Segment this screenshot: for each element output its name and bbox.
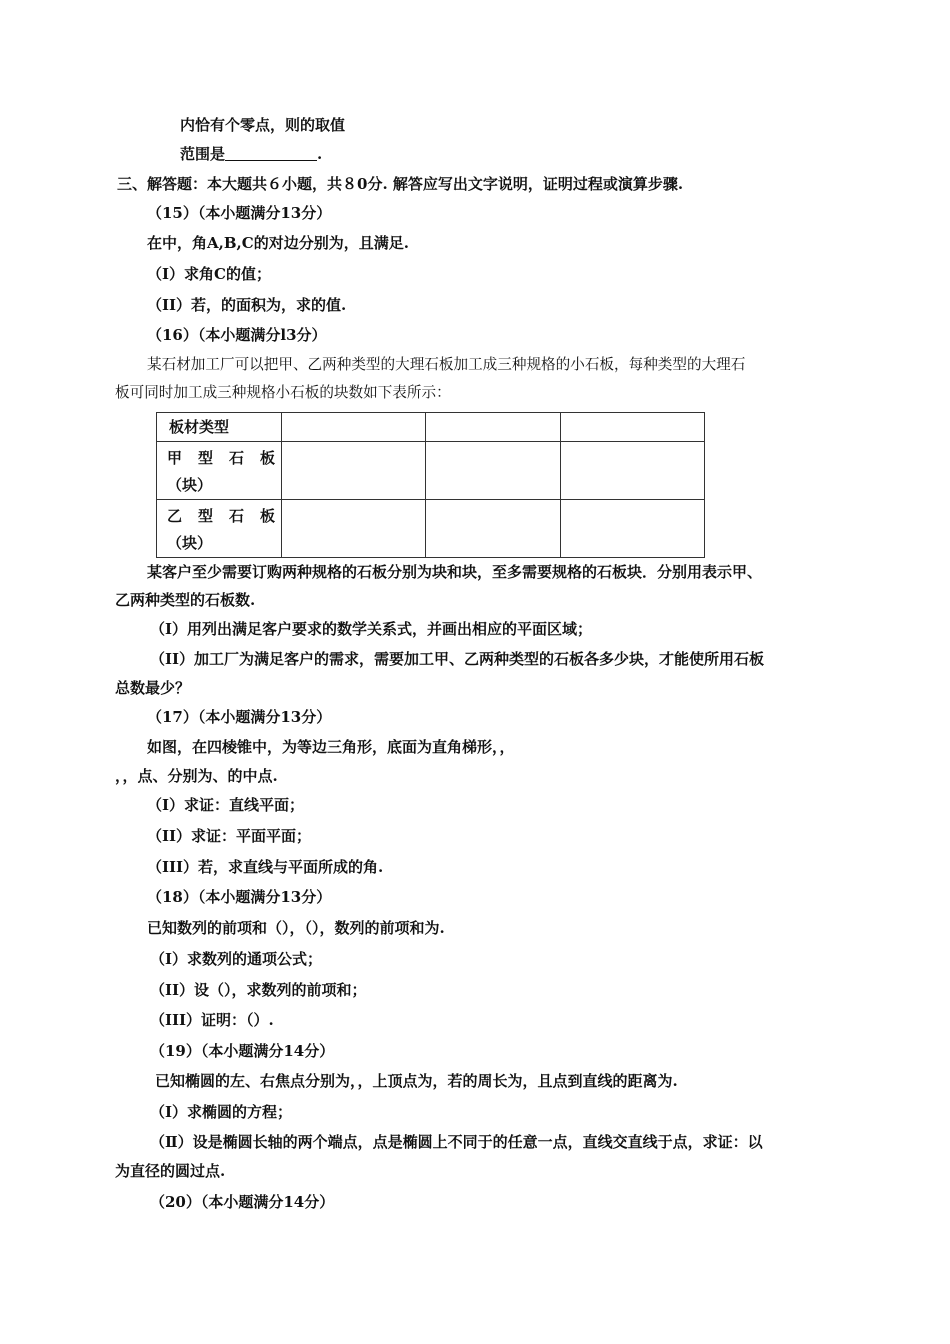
q16-after-line-1: 某客户至少需要订购两种规格的石板分别为块和块，至多需要规格的石板块．分别用表示甲、 [147, 563, 763, 581]
table-cell [561, 442, 705, 500]
q16-part1: （I）用列出满足客户要求的数学关系式，并画出相应的平面区域； [150, 620, 593, 638]
q16-part2-line-1: （II）加工厂为满足客户的需求，需要加工甲、乙两种类型的石板各多少块，才能使所用石板 [150, 650, 765, 668]
row-label-yi: 乙 型 石 板 （块） [157, 500, 282, 558]
q19-part1: （Ⅰ）求椭圆的方程； [150, 1103, 293, 1121]
table-cell [426, 413, 561, 442]
table-cell [561, 500, 705, 558]
table-row [157, 413, 705, 442]
q15-part2: （II）若，的面积为，求的值. [147, 296, 347, 314]
q20-header: （20）（本小题满分14分） [150, 1193, 335, 1211]
intro-line-2-suffix: . [317, 145, 323, 163]
table-cell [561, 413, 705, 442]
q19-stem: 已知椭圆的左、右焦点分别为，，上顶点为，若的周长为，且点到直线的距离为. [155, 1072, 678, 1090]
q16-header: （16）（本小题满分l3分） [147, 326, 327, 344]
q16-intro-line-1: 某石材加工厂可以把甲、乙两种类型的大理石板加工成三种规格的小石板，每种类型的大理石 [147, 356, 746, 373]
intro-line-1: 内恰有个零点，则的取值 [180, 116, 346, 134]
q19-part2-line-1: （Ⅱ）设是椭圆长轴的两个端点，点是椭圆上不同于的任意一点，直线交直线于点，求证：以 [150, 1133, 763, 1151]
q15-stem: 在中，角A,B,C的对边分别为，且满足. [147, 234, 409, 252]
table-row [157, 500, 705, 558]
q18-part1: （I）求数列的通项公式； [150, 950, 323, 968]
q16-part2-line-2: 总数最少？ [115, 679, 191, 697]
table-header-cell: 板材类型 [157, 413, 282, 442]
section-3-heading: 三、解答题：本大题共６小题，共８0分. 解答应写出文字说明，证明过程或演算步骤. [117, 175, 684, 193]
q18-part3: （III）证明：（）. [150, 1011, 274, 1029]
q17-stem-line-1: 如图，在四棱锥中，为等边三角形，底面为直角梯形，， [147, 738, 515, 756]
table-row [157, 442, 705, 500]
intro-line-2-prefix: 范围是 [180, 145, 226, 163]
q17-part1: （I）求证：直线平面； [147, 796, 305, 814]
q15-part1: （I）求角C的值； [147, 265, 271, 283]
row-label-jia: 甲 型 石 板 （块） [157, 442, 282, 500]
q19-part2-line-2: 为直径的圆过点. [115, 1162, 226, 1180]
table-cell [426, 500, 561, 558]
q19-header: （19）（本小题满分14分） [150, 1042, 335, 1060]
q18-stem: 已知数列的前项和（），（），数列的前项和为. [147, 919, 445, 937]
q17-part2: （II）求证：平面平面； [147, 827, 312, 845]
q16-after-line-2: 乙两种类型的石板数. [115, 591, 256, 609]
q16-intro-line-2: 板可同时加工成三种规格小石板的块数如下表所示： [115, 384, 451, 401]
answer-blank [225, 145, 317, 161]
q17-stem-line-2: ，，点、分别为、的中点. [115, 767, 278, 785]
q18-part2: （II）设（），求数列的前项和； [150, 981, 367, 999]
q17-part3: （III）若，求直线与平面所成的角. [147, 858, 384, 876]
table-cell [282, 442, 426, 500]
stone-spec-table [156, 412, 705, 558]
table-cell [282, 413, 426, 442]
intro-line-2 [180, 144, 322, 164]
q17-header: （17）（本小题满分13分） [147, 708, 332, 726]
q15-header: （15）（本小题满分13分） [147, 204, 332, 222]
q18-header: （18）（本小题满分13分） [147, 888, 332, 906]
table-cell [426, 442, 561, 500]
table-cell [282, 500, 426, 558]
